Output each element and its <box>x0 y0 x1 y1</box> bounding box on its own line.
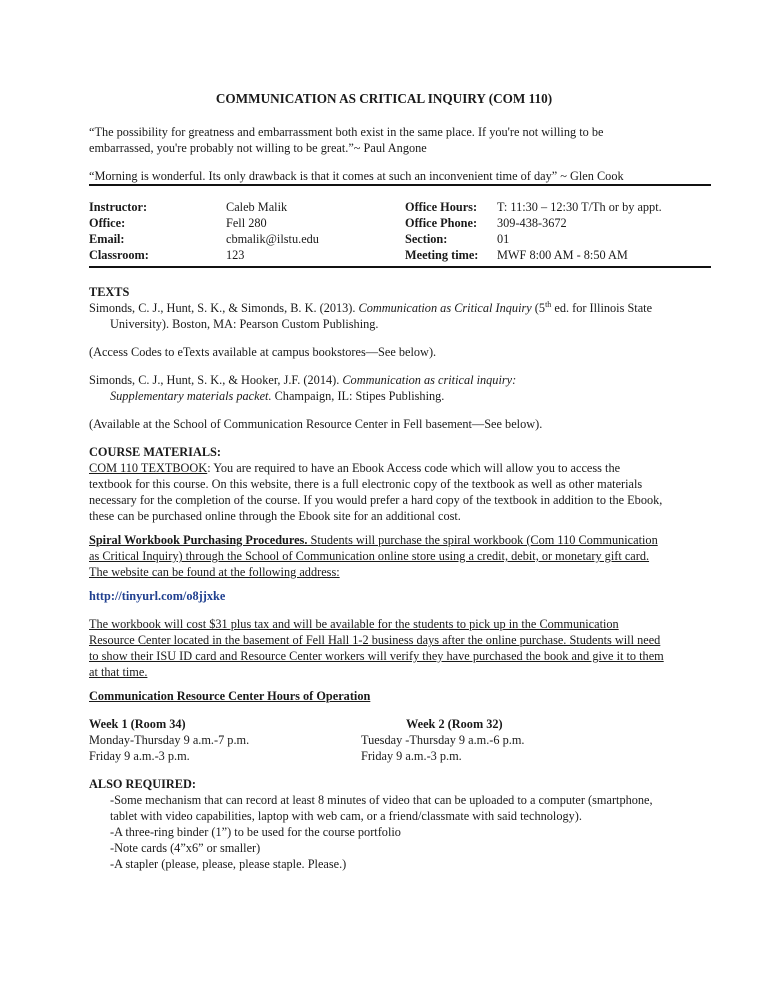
required-item-stapler: -A stapler (please, please, please staple. Please.) <box>110 857 347 871</box>
quote-one-line-two: embarrassed, you're probably not willing to be great.”~ Paul Angone <box>89 141 427 155</box>
meeting-time-value: MWF 8:00 AM - 8:50 AM <box>497 248 628 262</box>
materials-line-four: these can be purchased online through the Ebook site for an additional cost. <box>89 509 461 523</box>
ref2-title-one: Communication as critical inquiry: <box>342 373 517 387</box>
divider-top <box>89 184 711 186</box>
workbook-store-link[interactable]: http://tinyurl.com/o8jjxke <box>89 589 226 603</box>
section-value: 01 <box>497 232 510 246</box>
text-reference-two <box>89 372 516 388</box>
also-required-heading: ALSO REQUIRED: <box>89 777 196 791</box>
office-hours-label: Office Hours: <box>405 200 478 214</box>
spiral-line-one-text: Students will purchase the spiral workbook (Com 110 Communication <box>307 533 658 547</box>
email-value: cbmalik@ilstu.edu <box>226 232 319 246</box>
ref1-edition-sup: th <box>545 299 552 309</box>
materials-line-one <box>89 460 620 476</box>
spiral-heading: Spiral Workbook Purchasing Procedures. <box>89 533 308 547</box>
office-hours-value: T: 11:30 – 12:30 T/Th or by appt. <box>497 200 662 214</box>
email-label: Email: <box>89 232 125 246</box>
week-two-heading: Week 2 (Room 32) <box>406 717 503 731</box>
office-phone-value: 309-438-3672 <box>497 216 567 230</box>
week-one-weekday-hours: Monday-Thursday 9 a.m.-7 p.m. <box>89 733 250 747</box>
course-materials-heading: COURSE MATERIALS: <box>89 445 221 459</box>
resource-center-hours-heading: Communication Resource Center Hours of Operation <box>89 689 371 703</box>
required-item-note-cards: -Note cards (4”x6” or smaller) <box>110 841 261 855</box>
materials-line-two: textbook for this course. On this website, there is a full electronic copy of the textbook as well as other materials <box>89 477 643 491</box>
page-title: COMMUNICATION AS CRITICAL INQUIRY (COM 110) <box>215 91 553 106</box>
textbook-label: COM 110 TEXTBOOK <box>89 461 208 475</box>
access-codes-note: (Access Codes to eTexts available at campus bookstores—See below). <box>89 345 437 359</box>
week-one-heading: Week 1 (Room 34) <box>89 717 186 731</box>
week-one-friday-hours: Friday 9 a.m.-3 p.m. <box>89 749 190 763</box>
text-reference-two-line-two <box>110 388 444 404</box>
materials-line-one-text: : You are required to have an Ebook Access code which will allow you to access the <box>207 461 621 475</box>
required-item-binder: -A three-ring binder (1”) to be used for the course portfolio <box>110 825 401 839</box>
classroom-value: 123 <box>226 248 245 262</box>
instructor-label: Instructor: <box>89 200 148 214</box>
week-two-friday-hours: Friday 9 a.m.-3 p.m. <box>361 749 462 763</box>
workbook-pickup-line-four: at that time. <box>89 665 148 679</box>
spiral-line-two: as Critical Inquiry) through the School of Communication online store using a credit, debit, or monetary gift card. <box>89 549 650 563</box>
spiral-line-one <box>89 532 658 548</box>
ref1-authors: Simonds, C. J., Hunt, S. K., & Simonds, B. K. (2013). <box>89 301 359 315</box>
office-label: Office: <box>89 216 126 230</box>
workbook-pickup-line-two: Resource Center located in the basement of Fell Hall 1-2 business days after the online purchase. Students will need <box>89 633 661 647</box>
ref2-authors: Simonds, C. J., Hunt, S. K., & Hooker, J.F. (2014). <box>89 373 343 387</box>
quote-two: “Morning is wonderful. Its only drawback is that it comes at such an inconvenient time of day” ~ Glen Cook <box>89 169 624 183</box>
text-reference-one-line-two: University). Boston, MA: Pearson Custom Publishing. <box>110 317 379 331</box>
ref1-edition-open: (5 <box>531 301 546 315</box>
week-two-weekday-hours: Tuesday -Thursday 9 a.m.-6 p.m. <box>361 733 525 747</box>
ref2-publisher: Champaign, IL: Stipes Publishing. <box>271 389 445 403</box>
materials-line-three: necessary for the completion of the course. If you would prefer a hard copy of the textbook in addition to the Ebook, <box>89 493 663 507</box>
workbook-pickup-line-one: The workbook will cost $31 plus tax and will be available for the students to pick up in the Communication <box>89 617 619 631</box>
quote-one-line-one: “The possibility for greatness and embarrassment both exist in the same place. If you're not willing to be <box>89 125 604 139</box>
ref1-edition-rest: ed. for Illinois State <box>551 301 653 315</box>
instructor-value: Caleb Malik <box>226 200 288 214</box>
resource-center-note: (Available at the School of Communication Resource Center in Fell basement—See below). <box>89 417 543 431</box>
office-phone-label: Office Phone: <box>405 216 478 230</box>
ref2-title-two: Supplementary materials packet. <box>110 389 272 403</box>
office-value: Fell 280 <box>226 216 267 230</box>
ref1-title: Communication as Critical Inquiry <box>358 301 532 315</box>
classroom-label: Classroom: <box>89 248 149 262</box>
required-item-video-line-two: tablet with video capabilities, laptop with web cam, or a friend/classmate with said technology). <box>110 809 582 823</box>
required-item-video-line-one: -Some mechanism that can record at least 8 minutes of video that can be uploaded to a computer (smartphone, <box>110 793 653 807</box>
text-reference-one <box>89 300 652 316</box>
divider-bottom <box>89 266 711 268</box>
meeting-time-label: Meeting time: <box>405 248 479 262</box>
section-label: Section: <box>405 232 448 246</box>
texts-heading: TEXTS <box>89 285 130 299</box>
workbook-pickup-line-three: to show their ISU ID card and Resource Center workers will verify they have purchased the book and give it to them <box>89 649 664 663</box>
spiral-line-three: The website can be found at the following address: <box>89 565 340 579</box>
